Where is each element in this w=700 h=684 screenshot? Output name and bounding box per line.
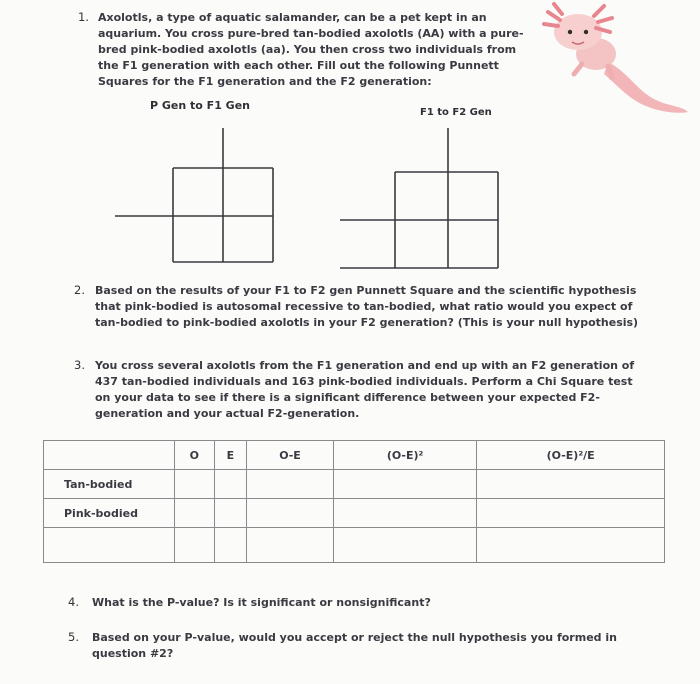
question-4-text: What is the P-value? Is it significant or nonsignificant? xyxy=(92,596,431,609)
table-cell[interactable] xyxy=(333,470,477,499)
table-row xyxy=(44,499,665,528)
table-cell[interactable] xyxy=(333,528,477,563)
punnett-right-label: F1 to F2 Gen xyxy=(420,107,492,118)
table-cell[interactable] xyxy=(175,470,215,499)
table-cell[interactable] xyxy=(247,470,334,499)
table-header-cell xyxy=(44,441,175,470)
question-5-text: Based on your P-value, would you accept or reject the null hypothesis you formed in question #2? xyxy=(92,631,617,660)
punnett-square-f1-to-f2 xyxy=(340,128,505,278)
table-cell[interactable] xyxy=(477,528,665,563)
table-cell[interactable] xyxy=(477,470,665,499)
table-cell[interactable] xyxy=(175,499,215,528)
table-cell[interactable] xyxy=(214,528,247,563)
table-header-cell: (O-E)² xyxy=(333,441,477,470)
table-row xyxy=(44,470,665,499)
axolotl-image xyxy=(538,2,692,122)
table-header-cell: E xyxy=(214,441,247,470)
row-label-cell: Pink-bodied xyxy=(44,499,175,528)
table-cell[interactable] xyxy=(477,499,665,528)
table-cell[interactable] xyxy=(214,499,247,528)
table-header-cell: (O-E)²/E xyxy=(477,441,665,470)
chi-square-table xyxy=(43,440,665,563)
table-cell[interactable] xyxy=(214,470,247,499)
table-cell[interactable] xyxy=(333,499,477,528)
punnett-left-label: P Gen to F1 Gen xyxy=(150,99,251,112)
table-cell[interactable] xyxy=(247,499,334,528)
question-1-text: Axolotls, a type of aquatic salamander, can be a pet kept in an aquarium. You cross pure-bred tan-bodied axolotls (AA) with a pure-bred pink-bodied axolotls (aa). You then cross two individuals from the F1 generation with each other. Fill out the following Punnett Squares for the F1 generation and the F2 generation: xyxy=(98,11,524,88)
table-cell[interactable] xyxy=(247,528,334,563)
table-header-row xyxy=(44,441,665,470)
row-label-cell[interactable] xyxy=(44,528,175,563)
question-2-number: 2. xyxy=(74,283,85,297)
table-header-cell: O-E xyxy=(247,441,334,470)
question-5-number: 5. xyxy=(68,630,79,644)
table-header-cell: O xyxy=(175,441,215,470)
question-1-number: 1. xyxy=(78,10,89,24)
punnett-square-p-to-f1 xyxy=(115,128,275,278)
row-label-cell: Tan-bodied xyxy=(44,470,175,499)
question-2-text: Based on the results of your F1 to F2 gen Punnett Square and the scientific hypothesis that pink-bodied is autosomal recessive to tan-bodied, what ratio would you expect of tan-bodied to pink-bodied axolotls in your F2 generation? (This is your null hypothesis) xyxy=(95,284,639,329)
question-3-number: 3. xyxy=(74,358,85,372)
question-4-number: 4. xyxy=(68,595,79,609)
table-row xyxy=(44,528,665,563)
question-3-text: You cross several axolotls from the F1 generation and end up with an F2 generation of 437 tan-bodied individuals and 163 pink-bodied individuals. Perform a Chi Square test on your data to see if there is a significant difference between your expected F2-generation and your actual F2-generation. xyxy=(95,359,635,420)
table-cell[interactable] xyxy=(175,528,215,563)
